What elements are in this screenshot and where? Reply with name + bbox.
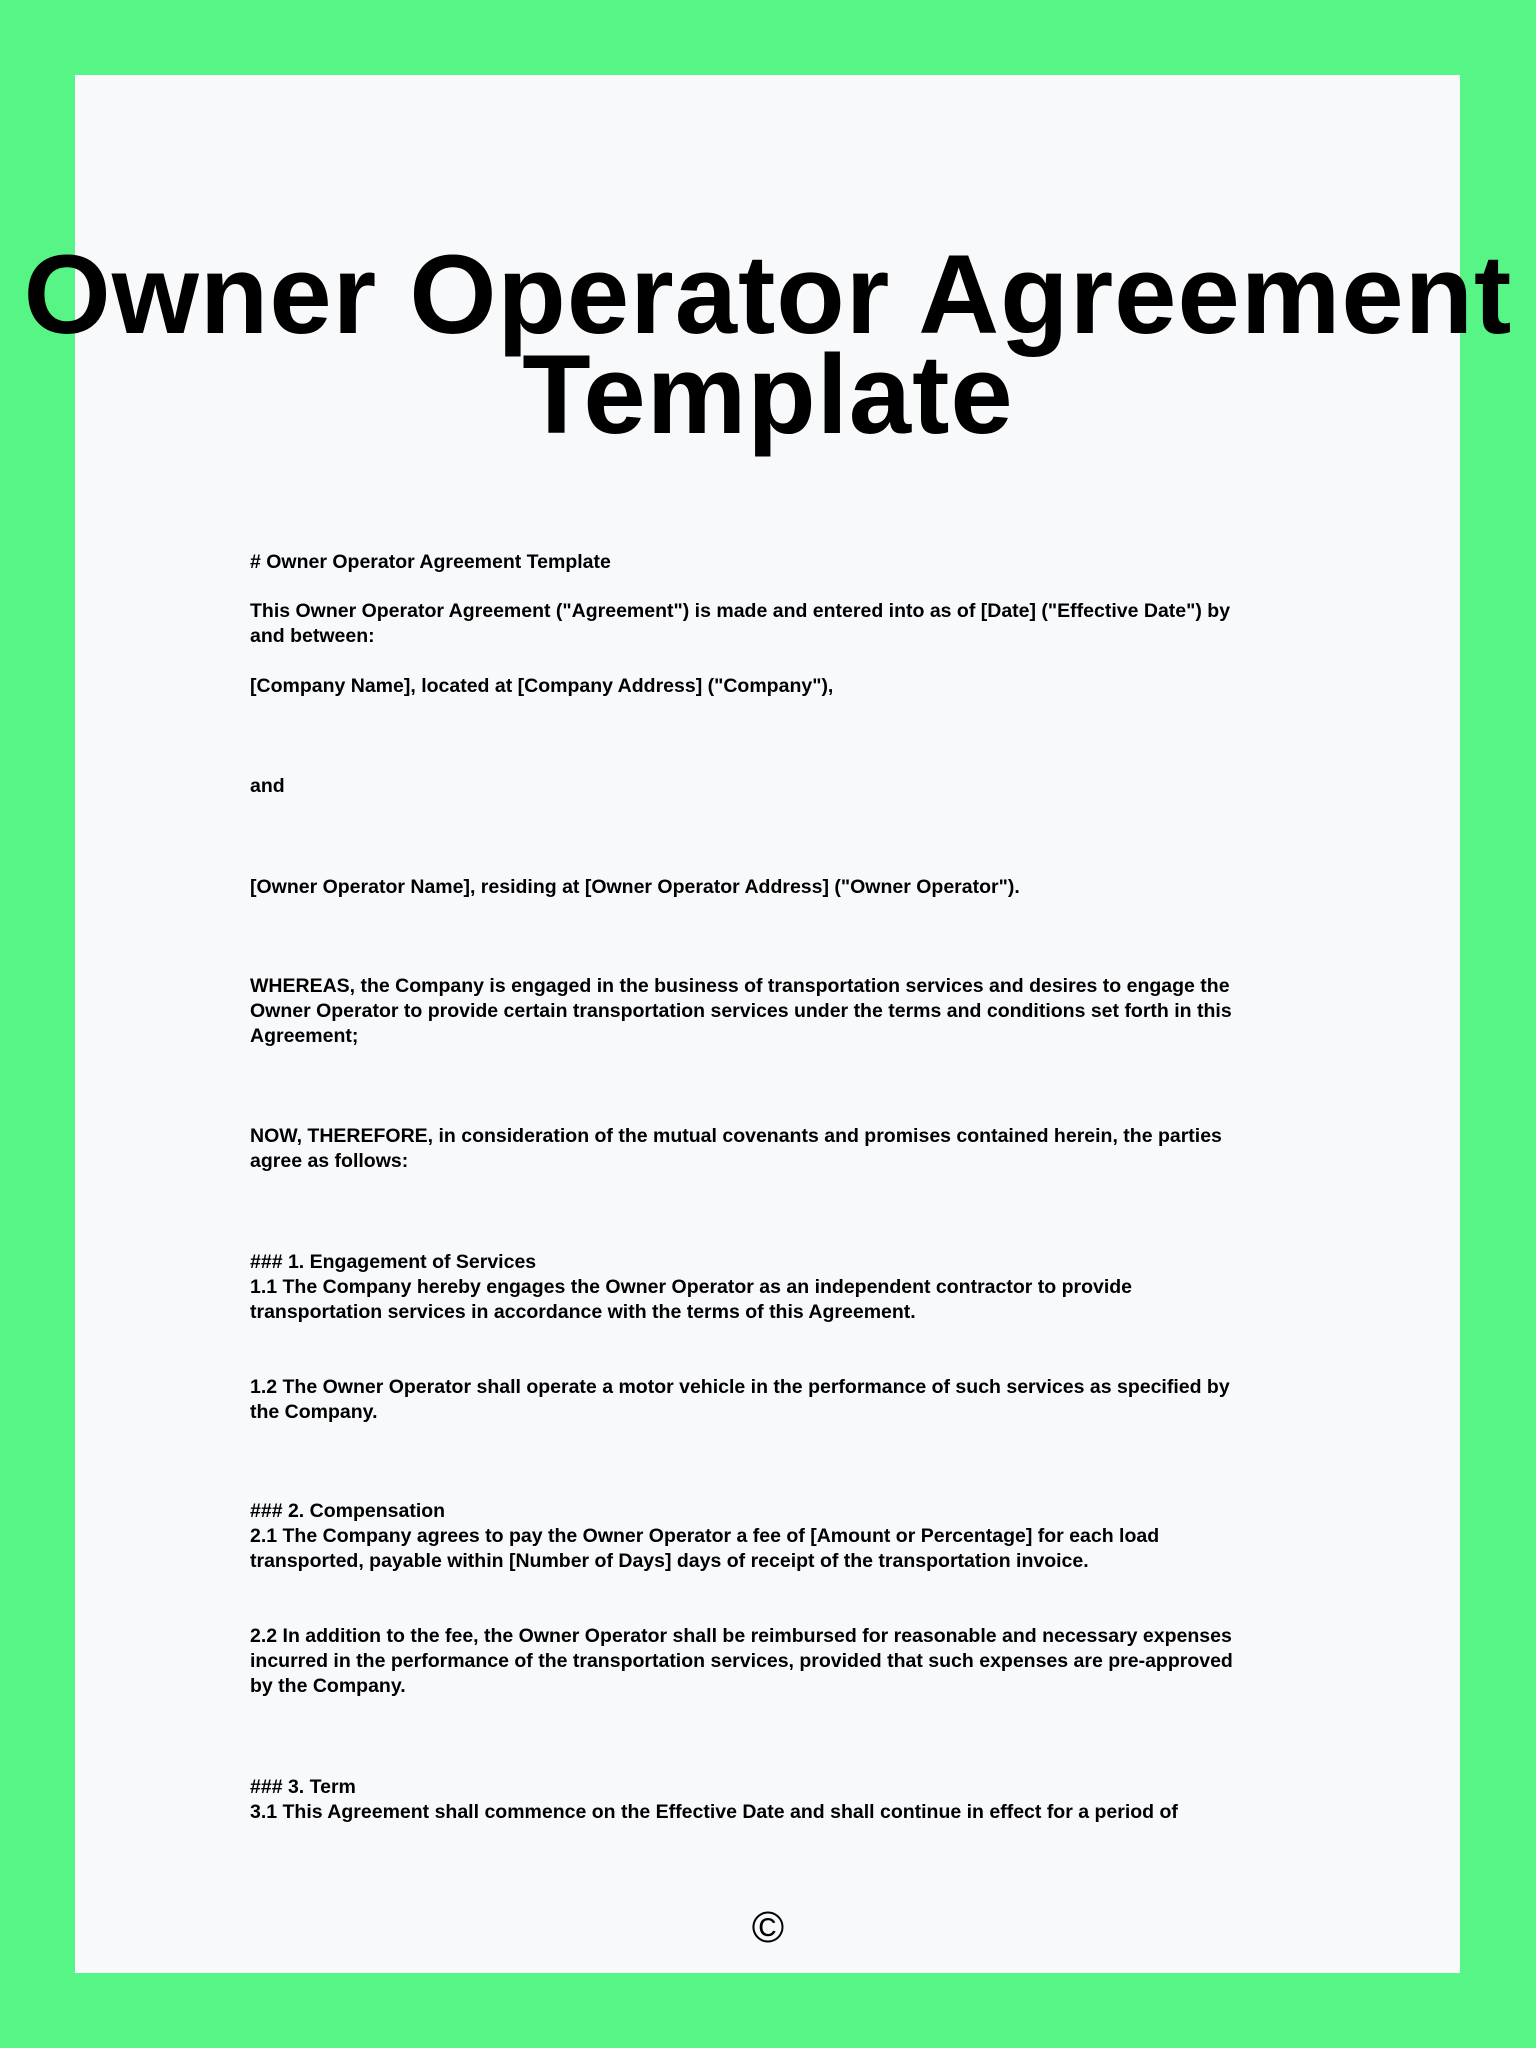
copyright-icon: © bbox=[751, 1903, 785, 1952]
paragraph-and: and bbox=[250, 775, 285, 797]
paragraph-company: [Company Name], located at [Company Address] ("Company"), bbox=[250, 675, 834, 697]
paragraph-owner-operator: [Owner Operator Name], residing at [Owner Operator Address] ("Owner Operator"). bbox=[250, 876, 1020, 898]
paragraph-heading: # Owner Operator Agreement Template bbox=[250, 551, 611, 573]
paragraph-now-therefore: NOW, THEREFORE, in consideration of the mutual covenants and promises contained herein, the parties agree as follows: bbox=[250, 1125, 1222, 1172]
paragraph-2-2: 2.2 In addition to the fee, the Owner Operator shall be reimbursed for reasonable and necessary expenses incurred in the performance of the transportation services, provided that such expenses are pre-approved by the Company. bbox=[250, 1625, 1233, 1697]
paragraph-intro: This Owner Operator Agreement ("Agreement") is made and entered into as of [Date] ("Effective Date") by and between: bbox=[250, 600, 1231, 647]
section-engagement: ### 1. Engagement of Services 1.1 The Company hereby engages the Owner Operator as an independent contractor to provide transportation services in accordance with the terms of this Agreement. bbox=[250, 1251, 1133, 1323]
document-title: Owner Operator Agreement Template bbox=[23, 232, 1513, 457]
paragraph-1-2: 1.2 The Owner Operator shall operate a motor vehicle in the performance of such services as specified by the Company. bbox=[250, 1376, 1230, 1423]
section-compensation: ### 2. Compensation 2.1 The Company agrees to pay the Owner Operator a fee of [Amount or Percentage] for each load transported, payable within [Number of Days] days of receipt of the transportation invoice. bbox=[250, 1500, 1160, 1572]
section-term: ### 3. Term 3.1 This Agreement shall commence on the Effective Date and shall continue in effect for a period of bbox=[250, 1776, 1178, 1823]
paragraph-whereas: WHEREAS, the Company is engaged in the business of transportation services and desires to engage the Owner Operator to provide certain transportation services under the terms and conditions set forth in this Agreement; bbox=[250, 975, 1232, 1047]
